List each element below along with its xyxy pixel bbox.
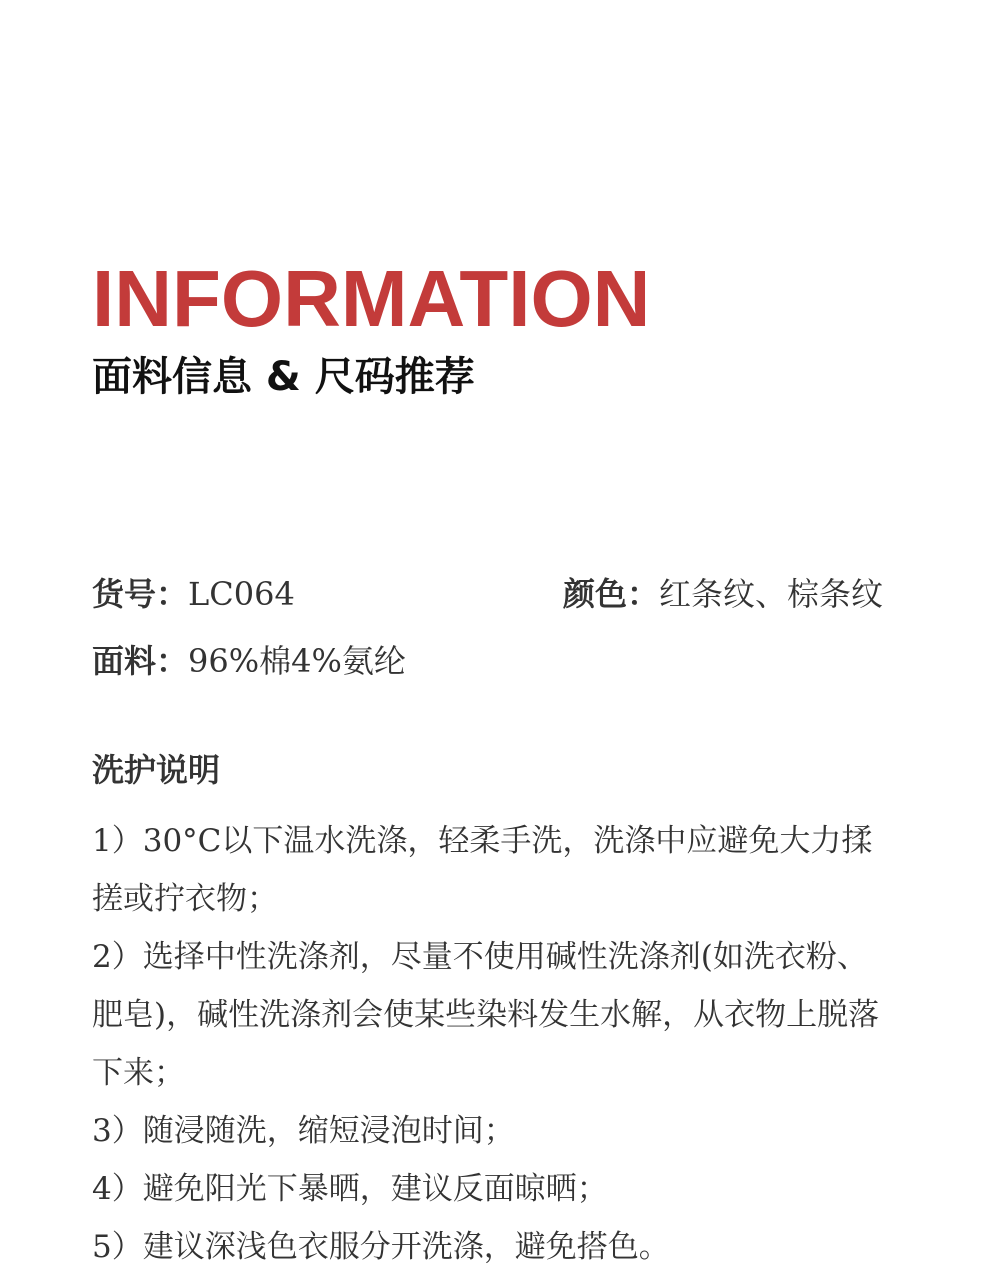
care-item: 4）避免阳光下暴晒，建议反面晾晒； [92, 1171, 608, 1207]
fabric-row [92, 641, 406, 681]
care-item: 1）30°C以下温水洗涤，轻柔手洗，洗涤中应避免大力揉搓或拧衣物； [92, 823, 873, 917]
care-item: 3）随浸随洗，缩短浸泡时间； [92, 1113, 515, 1149]
title-chinese: 面料信息 & 尺码推荐 [92, 354, 475, 400]
item-number-value: LC064 [188, 575, 295, 613]
title-english: INFORMATION [92, 254, 651, 343]
fabric-label: 面料： [92, 642, 189, 680]
care-instructions-heading: 洗护说明 [92, 751, 221, 789]
care-item: 2）选择中性洗涤剂，尽量不使用碱性洗涤剂(如洗衣粉、 肥皂)，碱性洗涤剂会使某些染料发生水解，从衣物上脱落下来； [92, 939, 880, 1091]
color-label: 颜色： [563, 575, 660, 613]
item-number-label: 货号： [92, 575, 189, 613]
care-item: 5）建议深浅色衣服分开洗涤，避免搭色。 [92, 1229, 670, 1265]
color-row [563, 574, 883, 614]
color-value: 红条纹、棕条纹 [659, 575, 884, 613]
item-number-row [92, 574, 295, 614]
care-instructions-list [92, 812, 892, 1276]
fabric-value: 96%棉4%氨纶 [188, 642, 406, 680]
